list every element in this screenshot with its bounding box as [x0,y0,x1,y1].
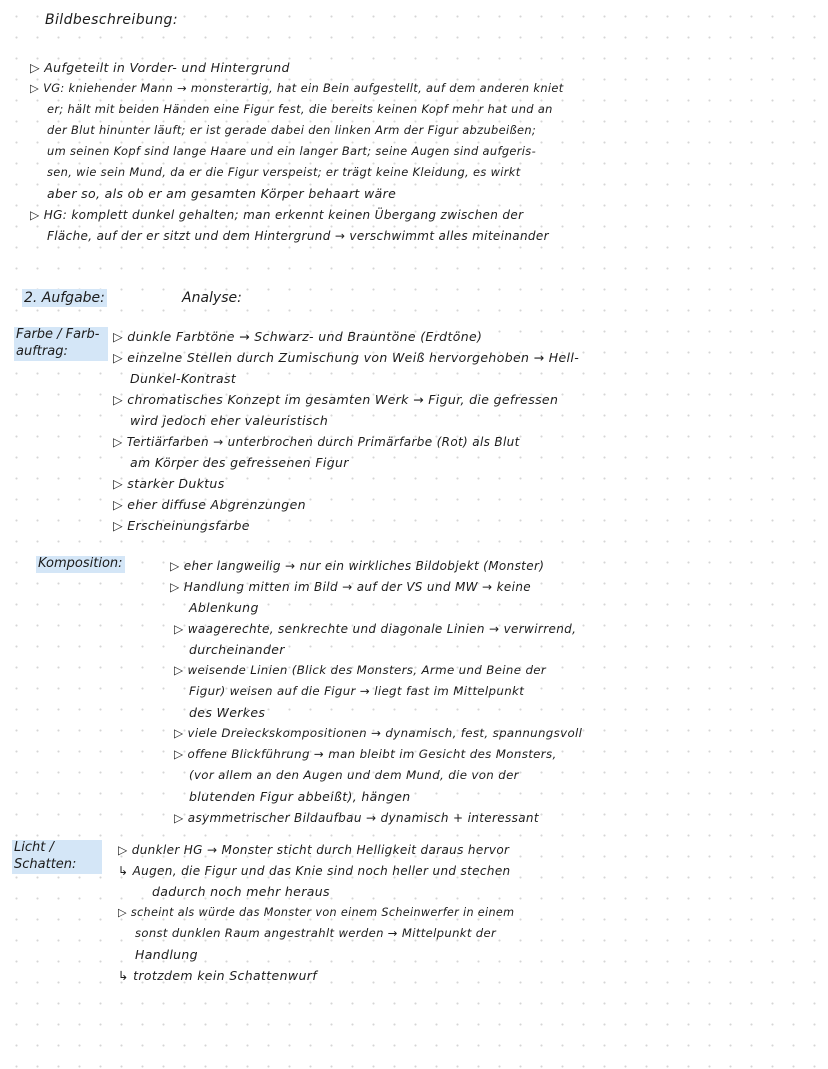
text-line: ▷ asymmetrischer Bildaufbau → dynamisch + interessant [174,811,539,825]
text-line: um seinen Kopf sind lange Haare und ein langer Bart; seine Augen sind aufgeris- [47,144,537,158]
text-line: ▷ scheint als würde das Monster von einem Scheinwerfer in einem [118,906,515,919]
text-line: ▷ chromatisches Konzept im gesamten Werk → Figur, die gefressen [113,392,559,407]
text-line: am Körper des gefressenen Figur [130,455,349,470]
text-line: ▷ eher diffuse Abgrenzungen [113,497,306,512]
text-line: ▷ waagerechte, senkrechte und diagonale Linien → verwirrend, [174,622,577,636]
text-line: ▷ Aufgeteilt in Vorder- und Hintergrund [30,60,290,75]
text-line: ▷ Handlung mitten im Bild → auf der VS und MW → keine [170,580,532,594]
text-line: aber so, als ob er am gesamten Körper behaart wäre [47,186,397,201]
text-line: ↳ Augen, die Figur und das Knie sind noch heller und stechen [118,864,511,878]
text-line: dadurch noch mehr heraus [152,884,330,899]
licht-schatten-label: Licht / Schatten: [12,840,102,874]
text-line: ▷ offene Blickführung → man bleibt im Gesicht des Monsters, [174,747,557,761]
section-subheading: Analyse: [182,290,242,306]
page-title: Bildbeschreibung: [45,12,178,28]
text-line: er; hält mit beiden Händen eine Figur fest, die bereits keinen Kopf mehr hat und an [47,102,553,116]
farbe-label: Farbe / Farb- auftrag: [14,327,108,361]
text-line: sonst dunklen Raum angestrahlt werden → Mittelpunkt der [135,926,497,940]
text-line: ▷ einzelne Stellen durch Zumischung von Weiß hervorgehoben → Hell- [113,350,580,365]
text-line: ↳ trotzdem kein Schattenwurf [118,968,317,983]
komposition-label: Komposition: [38,556,123,571]
text-line: des Werkes [189,705,266,720]
text-line: ▷ VG: kniehender Mann → monsterartig, hat ein Bein aufgestellt, auf dem anderen kniet [30,81,564,95]
text-line: durcheinander [189,642,285,657]
text-line: Handlung [135,947,198,962]
text-line: ▷ Tertiärfarben → unterbrochen durch Primärfarbe (Rot) als Blut [113,435,520,449]
text-line: Ablenkung [189,600,259,615]
text-line: Dunkel-Kontrast [130,371,237,386]
text-line: ▷ starker Duktus [113,476,225,491]
text-line: Fläche, auf der er sitzt und dem Hintergrund → verschwimmt alles miteinander [47,229,549,243]
text-line: wird jedoch eher valeuristisch [130,413,329,428]
text-line: ▷ dunkler HG → Monster sticht durch Helligkeit daraus hervor [118,843,510,857]
text-line: (vor allem an den Augen und dem Mund, die von der [189,768,519,782]
text-line: ▷ HG: komplett dunkel gehalten; man erkennt keinen Übergang zwischen der [30,208,524,222]
text-line: ▷ Erscheinungsfarbe [113,518,250,533]
text-line: blutenden Figur abbeißt), hängen [189,789,411,804]
text-line: sen, wie sein Mund, da er die Figur verspeist; er trägt keine Kleidung, es wirkt [47,165,521,179]
text-line: ▷ weisende Linien (Blick des Monsters, Arme und Beine der [174,663,547,677]
text-line: der Blut hinunter läuft; er ist gerade dabei den linken Arm der Figur abzubeißen; [47,123,537,137]
section-heading: 2. Aufgabe: [24,290,105,306]
text-line: ▷ dunkle Farbtöne → Schwarz- und Brauntöne (Erdtöne) [113,329,483,344]
text-line: ▷ eher langweilig → nur ein wirkliches Bildobjekt (Monster) [170,559,545,573]
text-line: ▷ viele Dreieckskompositionen → dynamisch, fest, spannungsvoll [174,726,583,740]
text-line: Figur) weisen auf die Figur → liegt fast im Mittelpunkt [189,684,525,698]
